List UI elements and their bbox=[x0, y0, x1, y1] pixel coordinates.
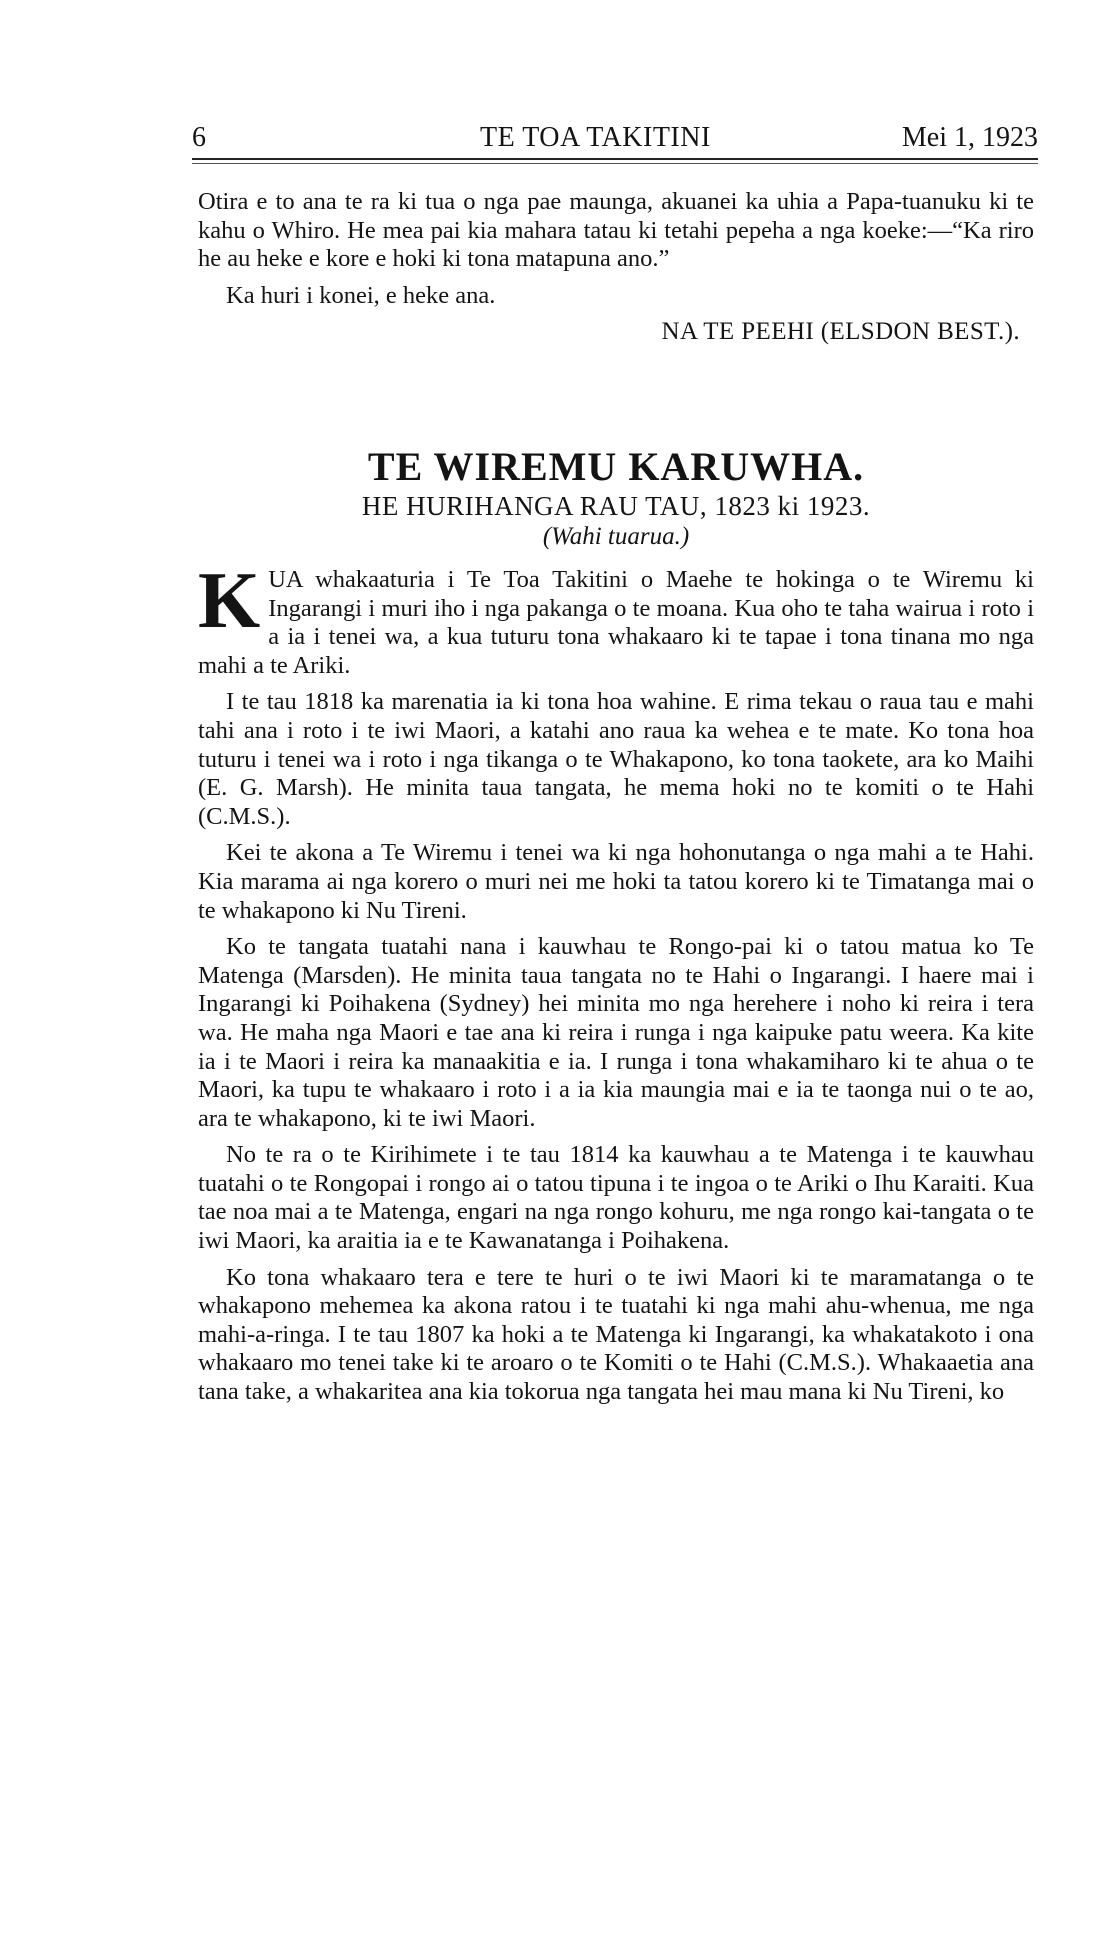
article-paragraph: I te tau 1818 ka marenatia ia ki tona hoa wahine. E rima tekau o raua tau e mahi tahi ana i roto i te iwi Maori, a katahi ano raua ka wehea e te mate. Ko tona hoa tuturu i tenei wa i roto i nga tikanga o te Whakapono, ko tona taokete, ara ko Maihi (E. G. Marsh). He minita taua tangata, he mema hoki no te komiti o te Hahi (C.M.S.). bbox=[198, 688, 1034, 830]
article-paragraph: Ko te tangata tuatahi nana i kauwhau te Rongo-pai ki o tatou matua ko Te Matenga (Marsden). He minita taua tangata no te Hahi o Ingarangi. I haere mai i Ingarangi ki Poihakena (Sydney) hei minita mo nga herehere i noho ki reira i tera wa. He maha nga Maori e tae ana ki reira i runga i nga kaipuke patu weera. Ka kite ia i te Maori i reira ka manaakitia e ia. I runga i tona whakamiharo ki te ahua o te Maori, ka tupu te whakaaro i roto i a ia kia maungia mai e ia te taonga nui o te ao, ara te whakapono, ki te iwi Maori. bbox=[198, 933, 1034, 1132]
article-paragraph: Ko tona whakaaro tera e tere te huri o te iwi Maori ki te maramatanga o te whakapono mehemea ka akona ratou i te tuatahi ki nga mahi ahu-whenua, me nga mahi-a-ringa. I te tau 1807 ka hoki a te Matenga ki Ingarangi, ka whakatakoto i ona whakaaro mo tenei take ki te aroaro o te Komiti o te Hahi (C.M.S.). Whakaaetia ana tana take, a whakaritea ana kia tokorua nga tangata hei mau mana ki Nu Tireni, ko bbox=[198, 1263, 1034, 1406]
page-number: 6 bbox=[192, 122, 206, 153]
drop-cap: K bbox=[198, 557, 261, 645]
article-paragraph: Kei te akona a Te Wiremu i tenei wa ki nga hohonutanga o nga mahi a te Hahi. Kia marama ai nga korero o muri nei me hoki ta tatou korero ki te Timatanga mai o te whakapono ki Nu Tireni. bbox=[198, 839, 1034, 924]
header-rule bbox=[192, 158, 1038, 160]
author-signature: NA TE PEEHI (ELSDON BEST.). bbox=[661, 318, 1020, 346]
header-rule-thin bbox=[192, 163, 1038, 164]
intro-paragraph: Otira e to ana te ra ki tua o nga pae maunga, akuanei ka uhia a Papa-tuanuku ki te kahu o Whiro. He mea pai kia mahara tatau ki tetahi pepeha a nga koeke:—“Ka riro he au heke e kore e hoki ki tona matapuna ano.” bbox=[198, 188, 1034, 273]
intro-paragraph: Ka huri i konei, e heke ana. bbox=[226, 281, 496, 309]
publication-title: TE TOA TAKITINI bbox=[480, 122, 711, 153]
page-header bbox=[192, 118, 1038, 158]
article-part-note: (Wahi tuarua.) bbox=[542, 523, 690, 550]
paragraph-text: UA whakaaturia i Te Toa Takitini o Maehe te hokinga o te Wiremu ki Ingarangi i muri iho i nga pakanga o te moana. Kua oho te taha wairua i roto i a ia i tenei wa, a kua tuturu tona whakaaro ki te tapae i tona tinana mo nga mahi a te Ariki. bbox=[198, 566, 1034, 679]
article-subtitle: HE HURIHANGA RAU TAU, 1823 ki 1923. bbox=[361, 491, 871, 521]
issue-date: Mei 1, 1923 bbox=[901, 122, 1038, 153]
article-paragraph: No te ra o te Kirihimete i te tau 1814 ka kauwhau a te Matenga i te kauwhau tuatahi o te Rongopai i rongo ai o tatou tipuna i te ingoa o te Ariki o Ihu Karaiti. Kua tae noa mai a te Matenga, engari na nga rongo kohuru, me nga rongo kai-tangata o te iwi Maori, ka araitia ia e te Kawanatanga i Poihakena. bbox=[198, 1141, 1034, 1255]
article-heading bbox=[198, 444, 1034, 552]
article-body bbox=[198, 557, 1034, 1415]
intro-section bbox=[198, 188, 1034, 355]
article-paragraph bbox=[198, 557, 1034, 680]
article-title: TE WIREMU KARUWHA. bbox=[367, 444, 865, 489]
